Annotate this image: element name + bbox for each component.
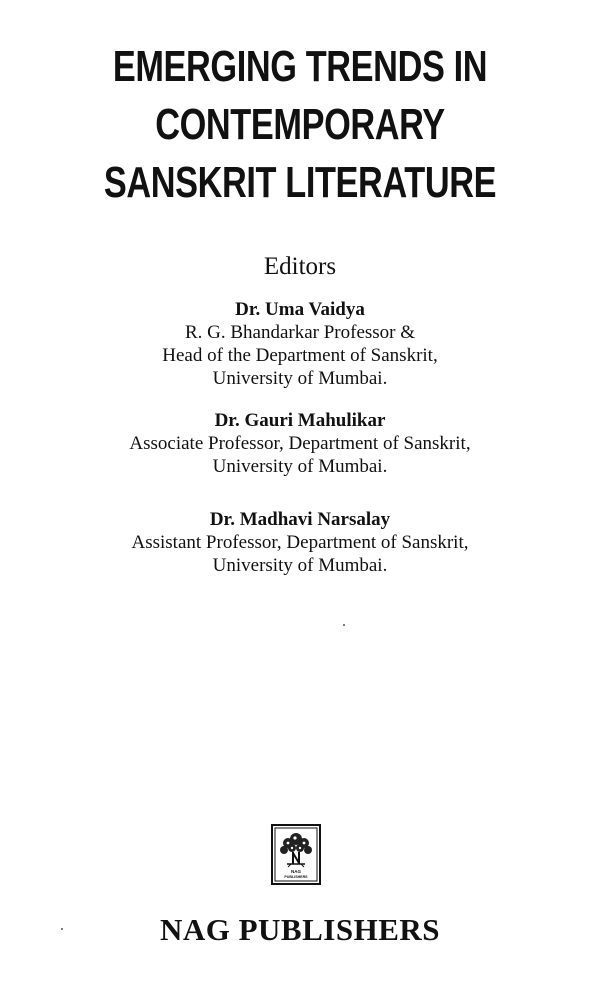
logo-text-nag: NAG (291, 869, 301, 874)
title-line-3: SANSKRIT LITERATURE (103, 158, 497, 207)
scan-speck (61, 928, 63, 930)
editor-affiliation-line: Associate Professor, Department of Sanskrit, (129, 433, 471, 454)
publisher-logo (271, 824, 321, 885)
editor-affiliation-line: Assistant Professor, Department of Sanskrit, (131, 532, 469, 553)
title-line-2: CONTEMPORARY (155, 100, 445, 149)
scan-speck (343, 624, 345, 626)
editor-uma-vaidya (0, 298, 600, 390)
title-line-1: EMERGING TRENDS IN (112, 42, 488, 91)
editor-madhavi-narsalay (0, 508, 600, 577)
tree-logo-icon (273, 826, 319, 883)
editor-affiliation-line: University of Mumbai. (212, 456, 388, 477)
editor-affiliation-line: University of Mumbai. (212, 555, 388, 576)
editors-heading: Editors (263, 253, 337, 280)
editor-name: Dr. Gauri Mahulikar (214, 410, 386, 431)
editor-name: Dr. Madhavi Narsalay (209, 509, 391, 530)
logo-text-publishers: PUBLISHERS (284, 875, 308, 879)
editor-affiliation-line: University of Mumbai. (212, 368, 388, 389)
book-title (0, 38, 600, 212)
publisher-name: NAG PUBLISHERS (159, 912, 441, 947)
editor-affiliation-line: R. G. Bhandarkar Professor & (184, 322, 416, 343)
editor-gauri-mahulikar (0, 409, 600, 478)
editor-name: Dr. Uma Vaidya (235, 299, 365, 320)
editor-affiliation-line: Head of the Department of Sanskrit, (162, 345, 438, 366)
